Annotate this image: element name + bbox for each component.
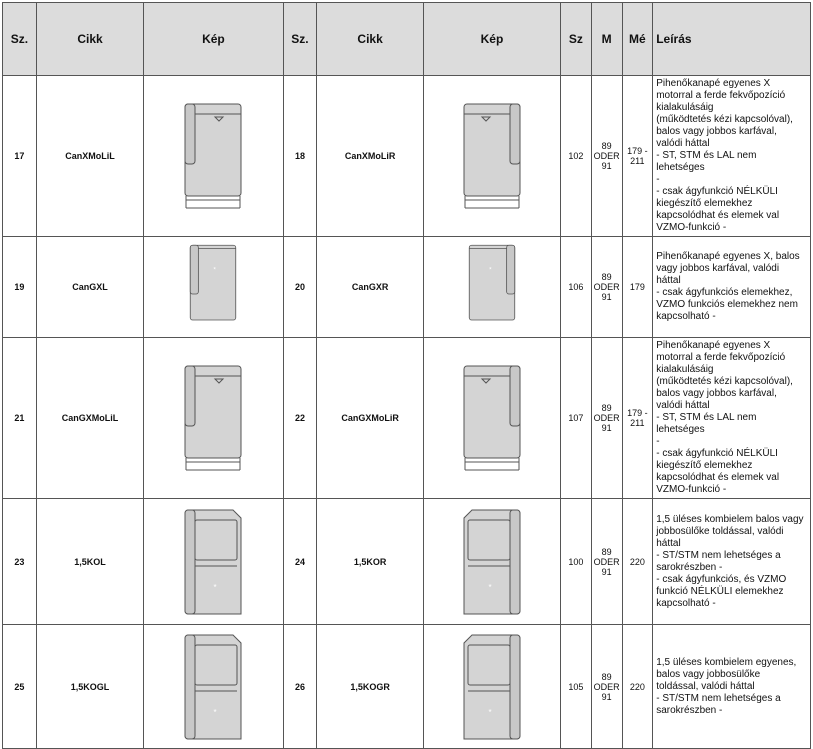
desc-line: háttal [656, 537, 681, 549]
desc-line: kialakulásáig [656, 364, 714, 375]
m-line: ODER [593, 282, 620, 292]
m-line: ODER [593, 681, 620, 692]
svg-text:*: * [213, 707, 217, 717]
article-code-right: 1,5KOR [317, 499, 424, 625]
me-line: 220 [629, 681, 645, 692]
row-number-left: 23 [3, 499, 37, 625]
m-line: ODER [593, 151, 620, 161]
desc-line: - ST, STM és LAL nem lehetséges [656, 150, 757, 173]
row-number-right: 20 [283, 237, 317, 338]
desc-line: balos vagy jobbos karfával, [656, 126, 777, 137]
header-m: M [591, 3, 622, 76]
m-line: ODER [593, 413, 620, 423]
desc-line: vagy jobbos karfával, valódi [656, 263, 780, 274]
row-number-right: 24 [283, 499, 317, 625]
desc-line: funkció NÉLKÜLI elemekhez [656, 585, 784, 597]
width-value: 102 [561, 76, 592, 237]
desc-line: - csak ágyfunkciós elemekhez, [656, 287, 793, 298]
description [653, 338, 811, 499]
desc-line: balos vagy jobbosülőke [656, 668, 761, 680]
article-code-left: CanXMoLiL [36, 76, 144, 237]
header-sz: Sz. [3, 3, 37, 76]
sofa-image-left [144, 625, 283, 749]
desc-line: - csak ágyfunkció NÉLKÜLI [656, 448, 778, 459]
svg-text:*: * [488, 582, 492, 592]
desc-line: kapcsolódhat és elemek val [656, 472, 780, 483]
desc-line: - ST/STM nem lehetséges a [656, 549, 781, 561]
desc-line: (működtetés kézi kapcsolóval), [656, 114, 793, 125]
desc-line: motorral a ferde fekvőpozíció [656, 352, 786, 363]
desc-line: kiegészítő elemekhez [656, 198, 753, 209]
height-value [591, 338, 622, 499]
desc-line: - ST/STM nem lehetséges a [656, 692, 781, 704]
desc-line: 1,5 üléses kombielem balos vagy [656, 513, 804, 525]
header-szelesseg: Sz [561, 3, 592, 76]
desc-line: kapcsolható - [656, 311, 716, 322]
row-number-right: 18 [283, 76, 317, 237]
sofa-image-left [144, 237, 283, 338]
desc-line: - [656, 174, 660, 185]
sofa-image-right [423, 338, 560, 499]
desc-line: - csak ágyfunkció NÉLKÜLI [656, 186, 778, 197]
height-value [591, 499, 622, 625]
sofa-image-right [423, 237, 560, 338]
article-code-right: CanGXR [317, 237, 424, 338]
me-line: 211 [630, 156, 645, 166]
width-value: 100 [561, 499, 592, 625]
table-row [3, 625, 811, 749]
article-code-right: CanGXMoLiR [317, 338, 424, 499]
table-row [3, 237, 811, 338]
desc-line: Pihenőkanapé egyenes X [656, 340, 771, 351]
desc-line: kialakulásáig [656, 102, 714, 113]
desc-line: valódi háttal [656, 400, 710, 411]
sofa-image-left [144, 499, 283, 625]
row-number-left: 19 [3, 237, 37, 338]
me-line: 211 [630, 418, 645, 428]
product-table [2, 2, 811, 749]
desc-line: (működtetés kézi kapcsolóval), [656, 376, 793, 387]
table-row [3, 338, 811, 499]
height-value [591, 76, 622, 237]
article-code-left: 1,5KOL [36, 499, 144, 625]
header-kep-2: Kép [423, 3, 560, 76]
m-line: 89 [601, 671, 612, 682]
depth-value [622, 237, 653, 338]
desc-line: kiegészítő elemekhez [656, 460, 753, 471]
width-value: 107 [561, 338, 592, 499]
m-line: 91 [601, 691, 612, 702]
height-value [591, 237, 622, 338]
m-line: 89 [601, 403, 612, 413]
m-line: 89 [601, 546, 612, 557]
row-number-left: 21 [3, 338, 37, 499]
m-line: 91 [601, 161, 612, 171]
desc-line: - ST, STM és LAL nem lehetséges [656, 412, 757, 435]
desc-line: Pihenőkanapé egyenes X [656, 78, 771, 89]
desc-line: sarokrészben - [656, 561, 723, 573]
svg-text:*: * [213, 265, 217, 273]
me-line: 179 - [627, 408, 648, 418]
svg-text:*: * [213, 582, 217, 592]
sofa-image-right [423, 499, 560, 625]
me-line: 179 - [627, 146, 648, 156]
m-line: 91 [601, 566, 612, 577]
description [653, 237, 811, 338]
article-code-right: CanXMoLiR [317, 76, 424, 237]
sofa-image-right [423, 625, 560, 749]
article-code-left: CanGXMoLiL [36, 338, 144, 499]
desc-line: valódi háttal [656, 138, 710, 149]
description [653, 76, 811, 237]
row-number-left: 17 [3, 76, 37, 237]
depth-value [622, 338, 653, 499]
row-number-right: 22 [283, 338, 317, 499]
m-line: 89 [601, 141, 612, 151]
article-code-left: 1,5KOGL [36, 625, 144, 749]
header-cikk: Cikk [36, 3, 144, 76]
description [653, 499, 811, 625]
header-sz-2: Sz. [283, 3, 317, 76]
svg-text:*: * [488, 707, 492, 717]
desc-line: háttal [656, 275, 681, 286]
header-cikk-2: Cikk [317, 3, 424, 76]
me-line: 220 [629, 556, 645, 567]
desc-line: VZMO funkciós elemekhez nem [656, 299, 798, 310]
desc-line: Pihenőkanapé egyenes X, balos [656, 251, 800, 262]
m-line: 89 [601, 272, 612, 282]
row-number-left: 25 [3, 625, 37, 749]
m-line: 91 [601, 292, 612, 302]
table-row [3, 499, 811, 625]
m-line: ODER [593, 556, 620, 567]
width-value: 106 [561, 237, 592, 338]
depth-value [622, 625, 653, 749]
header-me: Mé [622, 3, 653, 76]
height-value [591, 625, 622, 749]
desc-line: VZMO-funkció - [656, 484, 727, 495]
description [653, 625, 811, 749]
width-value: 105 [561, 625, 592, 749]
desc-line: balos vagy jobbos karfával, [656, 388, 777, 399]
depth-value [622, 499, 653, 625]
desc-line: jobbosülőke toldással, valódi [656, 525, 784, 537]
article-code-right: 1,5KOGR [317, 625, 424, 749]
desc-line: motorral a ferde fekvőpozíció [656, 90, 786, 101]
desc-line: toldással, valódi háttal [656, 680, 755, 692]
desc-line: - [656, 436, 660, 447]
sofa-image-left [144, 76, 283, 237]
header-leiras: Leírás [653, 3, 811, 76]
sofa-image-left [144, 338, 283, 499]
m-line: 91 [601, 423, 612, 433]
desc-line: VZMO-funkció - [656, 222, 727, 233]
row-number-right: 26 [283, 625, 317, 749]
desc-line: kapcsolható - [656, 597, 716, 609]
table-row [3, 76, 811, 237]
desc-line: kapcsolódhat és elemek val [656, 210, 780, 221]
article-code-left: CanGXL [36, 237, 144, 338]
desc-line: - csak ágyfunkciós, és VZMO [656, 573, 787, 585]
desc-line: 1,5 üléses kombielem egyenes, [656, 656, 797, 668]
svg-text:*: * [489, 265, 492, 273]
sofa-image-right [423, 76, 560, 237]
depth-value [622, 76, 653, 237]
header-row [3, 3, 811, 76]
header-kep: Kép [144, 3, 283, 76]
me-line: 179 [629, 282, 645, 292]
desc-line: sarokrészben - [656, 704, 723, 716]
